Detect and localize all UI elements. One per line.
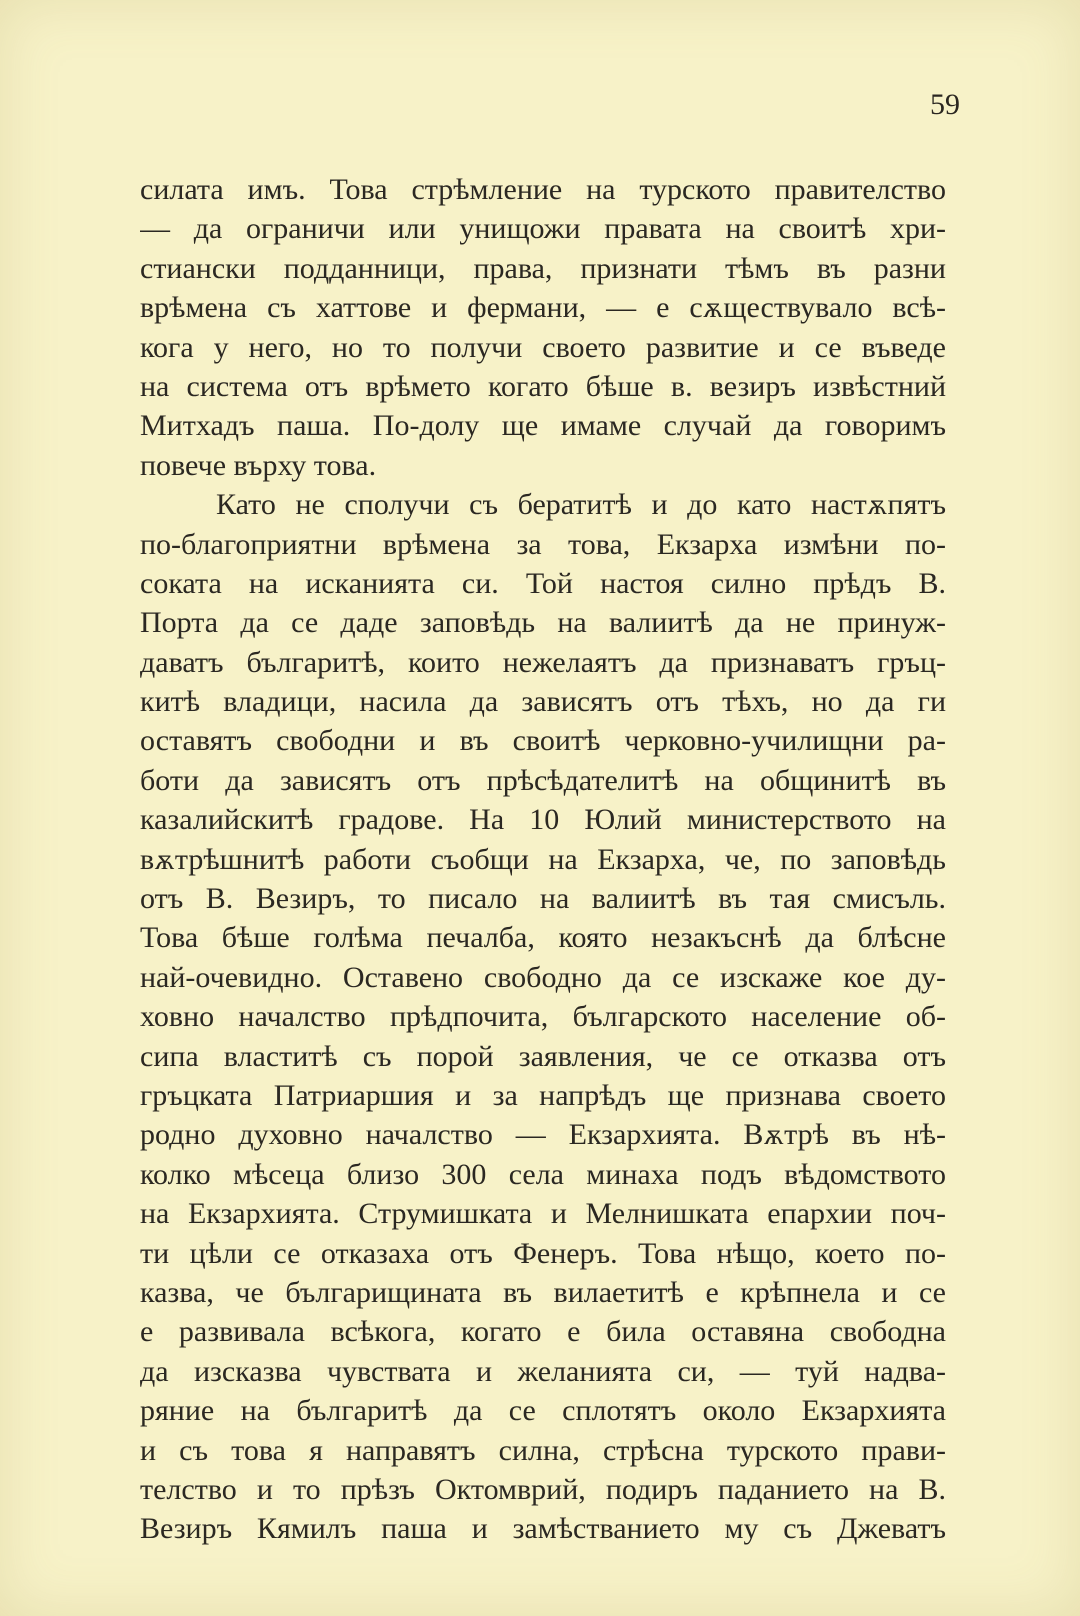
text-line: отъ В. Везиръ, то писало на валиитѣ въ тая смисъль. (140, 882, 946, 916)
text-line: соката на исканията си. Той настоя силно прѣдъ В. (140, 566, 946, 600)
text-line: сипа властитѣ съ порой заявления, че се отказва отъ (140, 1039, 946, 1073)
text-line: врѣмена съ хаттове и фермани, — е сѫществувало всѣ- (140, 291, 946, 325)
page-number: 59 (930, 88, 960, 121)
text-line: казва, че българищината въ вилаетитѣ е крѣпнела и се (140, 1275, 946, 1309)
text-line: вѫтрѣшнитѣ работи съобщи на Екзарха, че, по заповѣдь (140, 842, 946, 876)
text-line: ряние на българитѣ да се сплотятъ около Екзархията (140, 1394, 946, 1428)
text-line: Митхадъ паша. По-долу ще имаме случай да говоримъ (140, 409, 946, 443)
text-line: ти цѣли се отказаха отъ Фенеръ. Това нѣщо, което по- (140, 1236, 946, 1270)
text-line: стиански подданници, права, признати тѣмъ въ разни (140, 251, 946, 285)
text-line: даватъ българитѣ, които нежелаятъ да признаватъ гръц- (140, 645, 946, 679)
text-line: казалийскитѣ градове. На 10 Юлий министерството на (140, 803, 946, 837)
text-line: повече върху това. (140, 448, 377, 482)
text-line: на система отъ врѣмето когато бѣше в. везиръ извѣстний (140, 369, 946, 403)
body-text (140, 170, 946, 1549)
text-line: родно духовно началство — Екзархията. Вѫтрѣ въ нѣ- (140, 1118, 946, 1152)
text-line: Порта да се даде заповѣдь на валиитѣ да не принуж- (140, 606, 946, 640)
text-line: да изсказва чувствата и желанията си, — туй надва- (140, 1354, 946, 1388)
paragraph-start-line: Като не сполучи съ бератитѣ и до като настѫпятъ (216, 488, 946, 522)
text-line: боти да зависятъ отъ прѣсѣдателитѣ на общинитѣ въ (140, 763, 946, 797)
text-line: кога у него, но то получи своето развитие и се въведе (140, 330, 946, 364)
text-line: колко мѣсеца близо 300 села минаха подъ вѣдомството (140, 1157, 946, 1191)
text-line: по-благоприятни врѣмена за това, Екзарха измѣни по- (140, 527, 946, 561)
text-line: гръцката Патриаршия и за напрѣдъ ще признава своето (140, 1078, 946, 1112)
text-line: и съ това я направятъ силна, стрѣсна турското прави- (140, 1433, 946, 1467)
text-line: на Екзархията. Струмишката и Мелнишката епархии поч- (140, 1197, 946, 1231)
text-line: китѣ владици, насила да зависятъ отъ тѣхъ, но да ги (140, 685, 946, 719)
text-line: Това бѣше голѣма печалба, която незакъснѣ да блѣсне (140, 921, 946, 955)
text-line: е развивала всѣкога, когато е била оставяна свободна (140, 1315, 946, 1349)
text-line: силата имъ. Това стрѣмление на турското правителство (140, 173, 946, 206)
text-line: ховно началство прѣдпочита, българското население об- (140, 1000, 946, 1034)
text-line: най-очевидно. Оставено свободно да се изскаже кое ду- (140, 960, 946, 994)
text-line: — да ограничи или унищожи правата на своитѣ хри- (140, 212, 946, 246)
text-line: оставятъ свободни и въ своитѣ черковно-училищни ра- (140, 724, 946, 758)
text-line: Везиръ Кямилъ паша и замѣстванието му съ Джеватъ (140, 1512, 946, 1546)
text-line: телство и то прѣзъ Октомврий, подиръ паданието на В. (140, 1472, 946, 1506)
